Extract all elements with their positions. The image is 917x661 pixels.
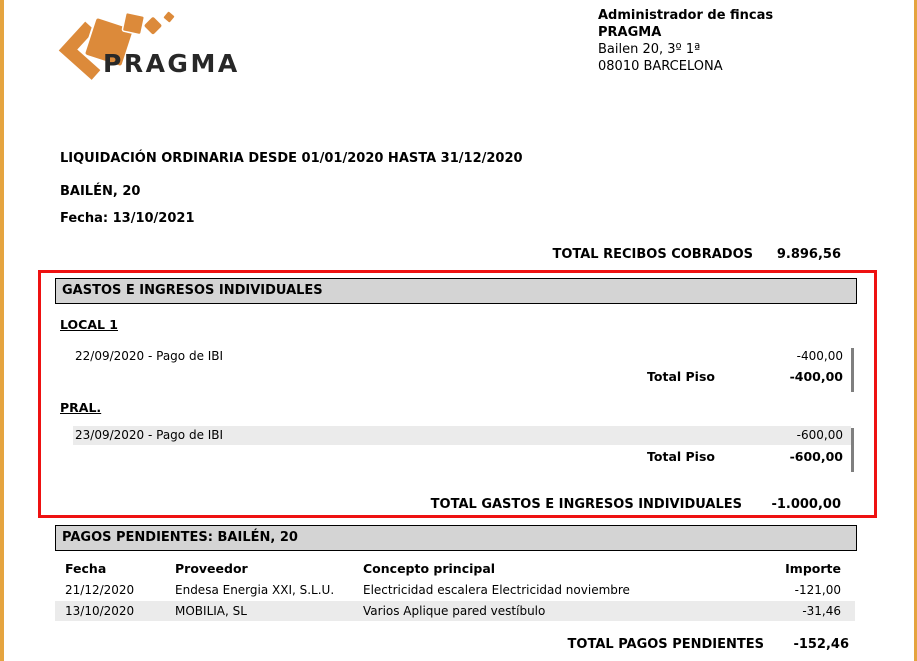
total-pagos-label: TOTAL PAGOS PENDIENTES [567, 637, 764, 652]
administrator-address-block [598, 7, 773, 75]
report-date: Fecha: 13/10/2021 [60, 211, 195, 226]
total-gastos-line [0, 497, 917, 515]
cell-concepto: Varios Aplique pared vestíbulo [363, 604, 546, 618]
total-piso-value: -400,00 [789, 369, 843, 384]
gasto-row-concept: 22/09/2020 - Pago de IBI [75, 349, 224, 363]
total-recibos-label: TOTAL RECIBOS COBRADOS [552, 247, 753, 262]
column-header-importe: Importe [785, 561, 841, 576]
cell-concepto: Electricidad escalera Electricidad noviembre [363, 583, 630, 597]
administrator-street: Bailen 20, 3º 1ª [598, 42, 701, 57]
cell-proveedor: Endesa Energia XXI, S.L.U. [175, 583, 335, 597]
cell-importe: -121,00 [794, 583, 841, 597]
total-piso-label: Total Piso [647, 369, 715, 384]
gasto-row-amount: -600,00 [796, 428, 843, 442]
logo-diamond-icon [144, 17, 162, 35]
pragma-logo [58, 5, 258, 95]
page-border-left [0, 0, 4, 661]
floor-name-local1: LOCAL 1 [60, 317, 119, 332]
cell-fecha: 13/10/2020 [65, 604, 135, 618]
logo-wordmark: PRAGMA [103, 49, 240, 78]
total-recibos-value: 9.896,56 [776, 247, 841, 262]
column-header-proveedor: Proveedor [175, 561, 248, 576]
administrator-name: PRAGMA [598, 25, 662, 40]
cell-proveedor: MOBILIA, SL [175, 604, 247, 618]
total-piso-label: Total Piso [647, 449, 715, 464]
total-pagos-line [0, 637, 917, 655]
total-gastos-value: -1.000,00 [771, 497, 841, 512]
column-header-concepto: Concepto principal [363, 561, 496, 576]
column-header-fecha: Fecha [65, 561, 107, 576]
logo-square-small-icon [163, 11, 174, 22]
administrator-city: 08010 BARCELONA [598, 59, 723, 74]
total-piso-value: -600,00 [789, 449, 843, 464]
floor-name-pral: PRAL. [60, 400, 102, 415]
property-name: BAILÉN, 20 [60, 184, 141, 199]
total-gastos-label: TOTAL GASTOS E INGRESOS INDIVIDUALES [430, 497, 742, 512]
amount-column-rule [851, 348, 854, 392]
report-title: LIQUIDACIÓN ORDINARIA DESDE 01/01/2020 HASTA 31/12/2020 [60, 151, 523, 166]
gastos-section-header: GASTOS E INGRESOS INDIVIDUALES [55, 278, 857, 304]
gasto-row-amount: -400,00 [796, 349, 843, 363]
cell-importe: -31,46 [802, 604, 841, 618]
gasto-row-concept: 23/09/2020 - Pago de IBI [75, 428, 224, 442]
pagos-section-header: PAGOS PENDIENTES: BAILÉN, 20 [55, 525, 857, 551]
red-highlight-box [38, 270, 877, 518]
total-pagos-value: -152,46 [793, 637, 849, 652]
total-recibos-line [0, 247, 917, 265]
administrator-title: Administrador de fincas [598, 8, 774, 23]
logo-square-medium-icon [122, 12, 145, 35]
cell-fecha: 21/12/2020 [65, 583, 135, 597]
amount-column-rule [851, 428, 854, 472]
